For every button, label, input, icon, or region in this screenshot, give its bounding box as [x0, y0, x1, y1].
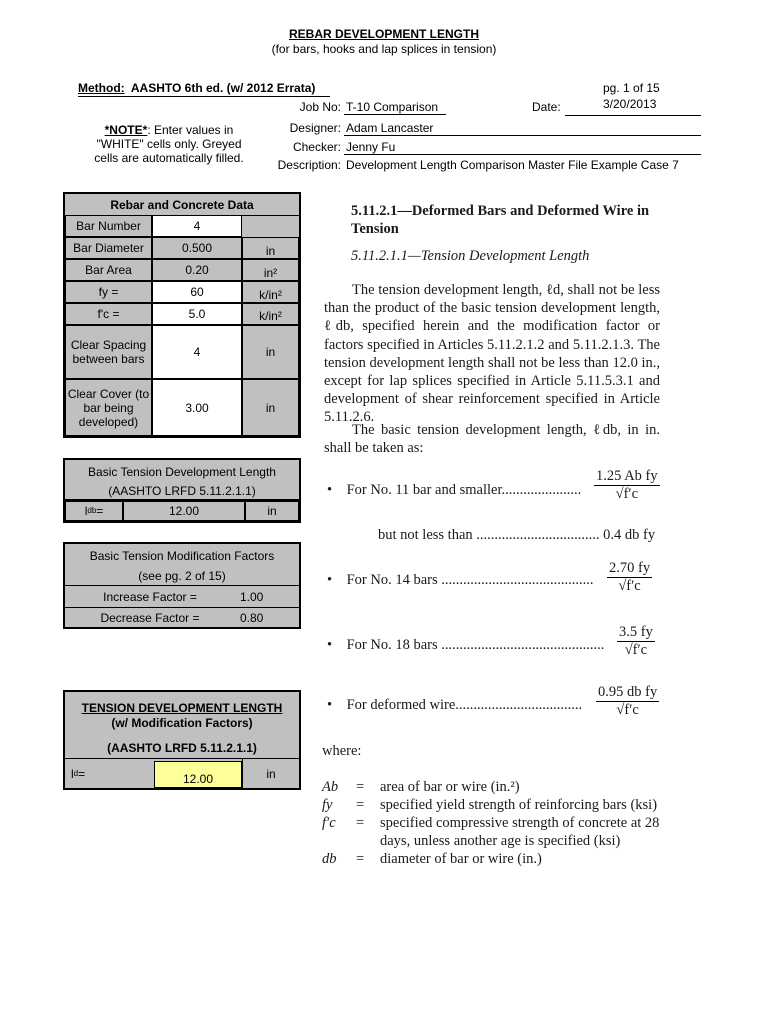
- definition-row: [322, 778, 662, 796]
- definition-symbol: Ab: [322, 779, 339, 795]
- decrease-value: 0.80: [240, 611, 264, 625]
- note-line2: "WHITE" cells only. Greyed: [96, 137, 242, 151]
- note-text: [64, 123, 274, 165]
- date-underline: [565, 115, 701, 116]
- decrease-label: Decrease Factor =: [100, 611, 200, 625]
- definition-row: [322, 796, 662, 814]
- bar-area-label: Bar Area: [65, 259, 152, 281]
- formula-4: $\frac{\text{0.95 db fy}}{√f'c}$: [598, 684, 658, 718]
- date-field[interactable]: 3/20/2013: [603, 97, 657, 111]
- bullet-1: • For No. 11 bar and smaller......................: [327, 482, 582, 498]
- note-head: *NOTE*: [104, 123, 148, 137]
- date-label: Date:: [532, 100, 561, 114]
- factors-table: [63, 542, 301, 629]
- bar-area-unit: in²: [242, 259, 299, 281]
- spacing-label: Clear Spacing between bars: [65, 325, 152, 379]
- fy-input[interactable]: 60: [152, 281, 242, 303]
- definition-equals: =: [356, 851, 365, 867]
- bar-number-input[interactable]: 4: [152, 215, 242, 237]
- fc-input[interactable]: 5.0: [152, 303, 242, 325]
- basic-length-table: [63, 458, 301, 523]
- cover-unit: in: [242, 379, 299, 436]
- checker-field[interactable]: Jenny Fu: [344, 140, 701, 155]
- tension-length-subtitle: (w/ Modification Factors): [111, 716, 253, 730]
- definition-row: [322, 814, 662, 850]
- definition-symbol: db: [322, 851, 337, 867]
- fc-label: f'c =: [65, 303, 152, 325]
- designer-field[interactable]: Adam Lancaster: [344, 121, 701, 136]
- definition-text: specified compressive strength of concrete at 28 days, unless another age is specified (ksi): [380, 815, 660, 849]
- increase-value: 1.00: [230, 587, 299, 608]
- ld-unit: in: [242, 759, 299, 788]
- spec-sub-heading: 5.11.2.1.1—Tension Development Length: [351, 248, 590, 264]
- definition-text: specified yield strength of reinforcing bars (ksi): [380, 797, 658, 813]
- method-line: [78, 81, 330, 97]
- basic-length-title: Basic Tension Development Length: [88, 465, 276, 479]
- fc-unit: k/in²: [242, 303, 299, 325]
- job-label: Job No:: [299, 100, 341, 114]
- definition-equals: =: [356, 815, 365, 831]
- definition-symbol: f′c: [322, 815, 336, 831]
- spacing-unit: in: [242, 325, 299, 379]
- bar-diameter-value: 0.500: [152, 237, 242, 259]
- ld-label: l d =: [71, 766, 86, 781]
- definition-row: [322, 850, 662, 868]
- definition-equals: =: [356, 797, 365, 813]
- definition-text: diameter of bar or wire (in.): [380, 851, 542, 867]
- bullet-3: • For No. 18 bars .............................................: [327, 637, 605, 653]
- spec-section-heading: 5.11.2.1—Deformed Bars and Deformed Wire in Tension: [351, 203, 650, 237]
- page-number: pg. 1 of 15: [603, 81, 660, 95]
- note-line1: : Enter values in: [147, 123, 234, 137]
- definition-symbol: fy: [322, 797, 333, 813]
- definition-equals: =: [356, 779, 365, 795]
- basic-length-ref: (AASHTO LRFD 5.11.2.1.1): [65, 483, 299, 501]
- cover-input[interactable]: 3.00: [152, 379, 242, 436]
- where-label: where:: [322, 743, 362, 759]
- bar-diameter-label: Bar Diameter: [65, 237, 152, 259]
- bullet-1b: but not less than .................................. 0.4 db fy: [378, 527, 656, 543]
- bullet-4: • For deformed wire...................................: [327, 697, 583, 713]
- job-field[interactable]: T-10 Comparison: [344, 100, 446, 115]
- tension-length-title: TENSION DEVELOPMENT LENGTH: [81, 701, 283, 715]
- bullet-2: • For No. 14 bars ..........................................: [327, 572, 594, 588]
- designer-label: Designer:: [289, 121, 341, 135]
- bar-area-value: 0.20: [152, 259, 242, 281]
- rebar-table: [63, 192, 301, 438]
- fy-label: fy =: [65, 281, 152, 303]
- formula-3: $\frac{3.5 fy}{√f'c}$: [619, 624, 653, 658]
- bar-diameter-unit: in: [242, 237, 299, 259]
- definition-text: area of bar or wire (in.²): [380, 779, 520, 795]
- page-subtitle: (for bars, hooks and lap splices in tension): [271, 42, 497, 56]
- bar-number-label: Bar Number: [65, 215, 152, 237]
- factors-ref: (see pg. 2 of 15): [65, 566, 299, 586]
- rebar-table-title: Rebar and Concrete Data: [65, 194, 299, 216]
- formula-2: $\frac{2.70 fy}{√f'c}$: [609, 560, 651, 594]
- fy-unit: k/in²: [242, 281, 299, 303]
- ldb-unit: in: [245, 501, 299, 521]
- tension-length-ref: (AASHTO LRFD 5.11.2.1.1): [65, 737, 299, 759]
- definitions-list: [322, 778, 662, 868]
- spec-paragraph-1: The tension development length, ℓd, shall not be less than the product of the basic tension development length, ℓdb, specified herein and the modification factor or factors specified in Articles 5.11.2.1.2 and 5.11.2.1.3. The tension development length shall not be less than 12.0 in., except for lap splices specified in Article 5.11.5.3.1 and development of shear reinforcement specified in Article 5.11.2.6.: [324, 282, 660, 426]
- note-line3: cells are automatically filled.: [94, 151, 244, 165]
- cover-label: Clear Cover (to bar being developed): [65, 379, 152, 436]
- page-title: REBAR DEVELOPMENT LENGTH: [288, 27, 479, 41]
- checker-label: Checker:: [292, 140, 341, 154]
- description-label: Description:: [277, 158, 341, 172]
- spec-paragraph-2: The basic tension development length, ℓdb, in in. shall be taken as:: [324, 422, 660, 457]
- increase-label: Increase Factor =: [65, 587, 235, 608]
- ldb-label: l db =: [65, 501, 123, 521]
- factors-title: Basic Tension Modification Factors: [89, 549, 275, 563]
- spacing-input[interactable]: 4: [152, 325, 242, 379]
- method-value: AASHTO 6th ed. (w/ 2012 Errata): [130, 81, 316, 95]
- ld-value: 12.00: [154, 761, 242, 788]
- ldb-value: 12.00: [123, 501, 245, 521]
- tension-length-table: [63, 690, 301, 790]
- description-field[interactable]: Development Length Comparison Master File Example Case 7: [346, 158, 679, 172]
- method-label: Method:: [78, 81, 125, 95]
- formula-1: $\frac{\text{1.25 Ab fy}}{√f'c}$: [596, 468, 658, 502]
